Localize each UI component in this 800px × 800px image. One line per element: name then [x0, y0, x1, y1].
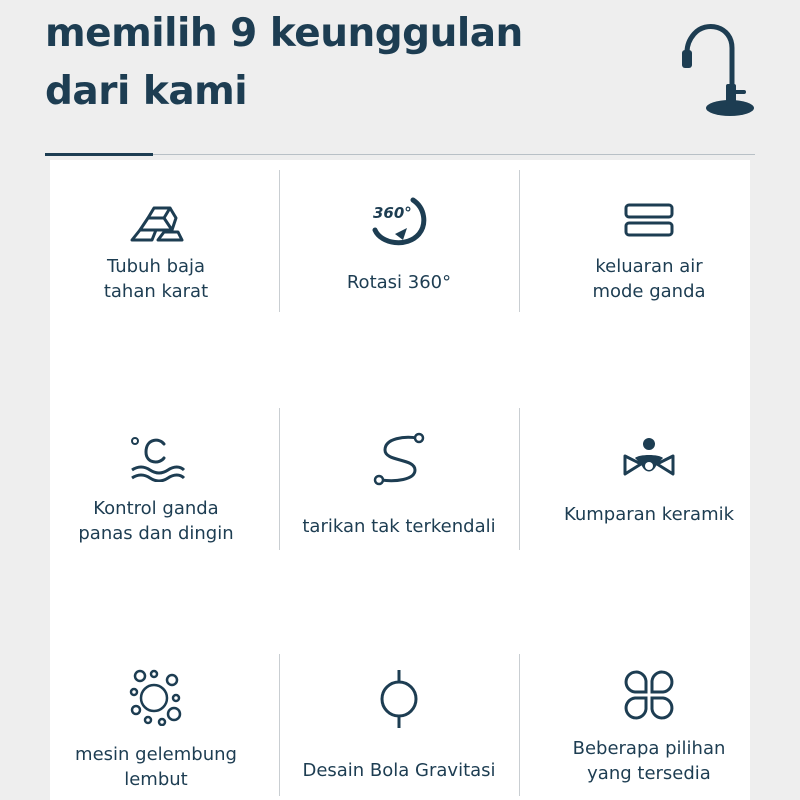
- feature-label: Beberapa pilihan yang tersedia: [572, 738, 726, 784]
- ceramic-valve-icon: [621, 434, 677, 482]
- page-title: [45, 12, 523, 114]
- feature-label: Rotasi 360°: [346, 272, 452, 293]
- column-divider: [519, 654, 520, 796]
- feature-item: [40, 434, 272, 546]
- feature-item: [40, 668, 272, 792]
- steel-bars-icon: [126, 196, 186, 244]
- feature-label: tarikan tak terkendali: [302, 516, 496, 537]
- rotation-360-icon: [367, 194, 431, 250]
- header-divider-accent: [45, 153, 153, 156]
- rotation-360-text: 360°: [373, 204, 412, 222]
- feature-item: [283, 668, 515, 783]
- water-mode-icon: [623, 202, 675, 238]
- temperature-water-icon: [126, 434, 186, 482]
- feature-label: Desain Bola Gravitasi: [302, 760, 496, 781]
- feature-item: [533, 434, 765, 527]
- faucet-image: [676, 18, 762, 120]
- column-divider: [279, 170, 280, 312]
- feature-label: mesin gelembung lembut: [75, 744, 237, 790]
- feature-item: [533, 668, 765, 786]
- feature-item: [533, 202, 765, 304]
- feature-label: Tubuh baja tahan karat: [103, 256, 209, 302]
- feature-label: keluaran air mode ganda: [592, 256, 706, 302]
- feature-item: [283, 432, 515, 539]
- flexible-hose-icon: [371, 432, 427, 488]
- column-divider: [279, 408, 280, 550]
- column-divider: [519, 408, 520, 550]
- column-divider: [279, 654, 280, 796]
- gravity-ball-icon: [377, 668, 421, 730]
- features-panel: [50, 160, 750, 800]
- title-line-2: dari kami: [45, 69, 248, 114]
- four-petal-options-icon: [622, 668, 676, 722]
- feature-label: Kumparan keramik: [563, 504, 735, 525]
- title-line-1: memilih 9 keunggulan: [45, 11, 523, 56]
- bubbles-icon: [128, 668, 184, 726]
- feature-label: Kontrol ganda panas dan dingin: [78, 498, 234, 544]
- feature-item: [283, 194, 515, 295]
- feature-item: [40, 196, 272, 304]
- column-divider: [519, 170, 520, 312]
